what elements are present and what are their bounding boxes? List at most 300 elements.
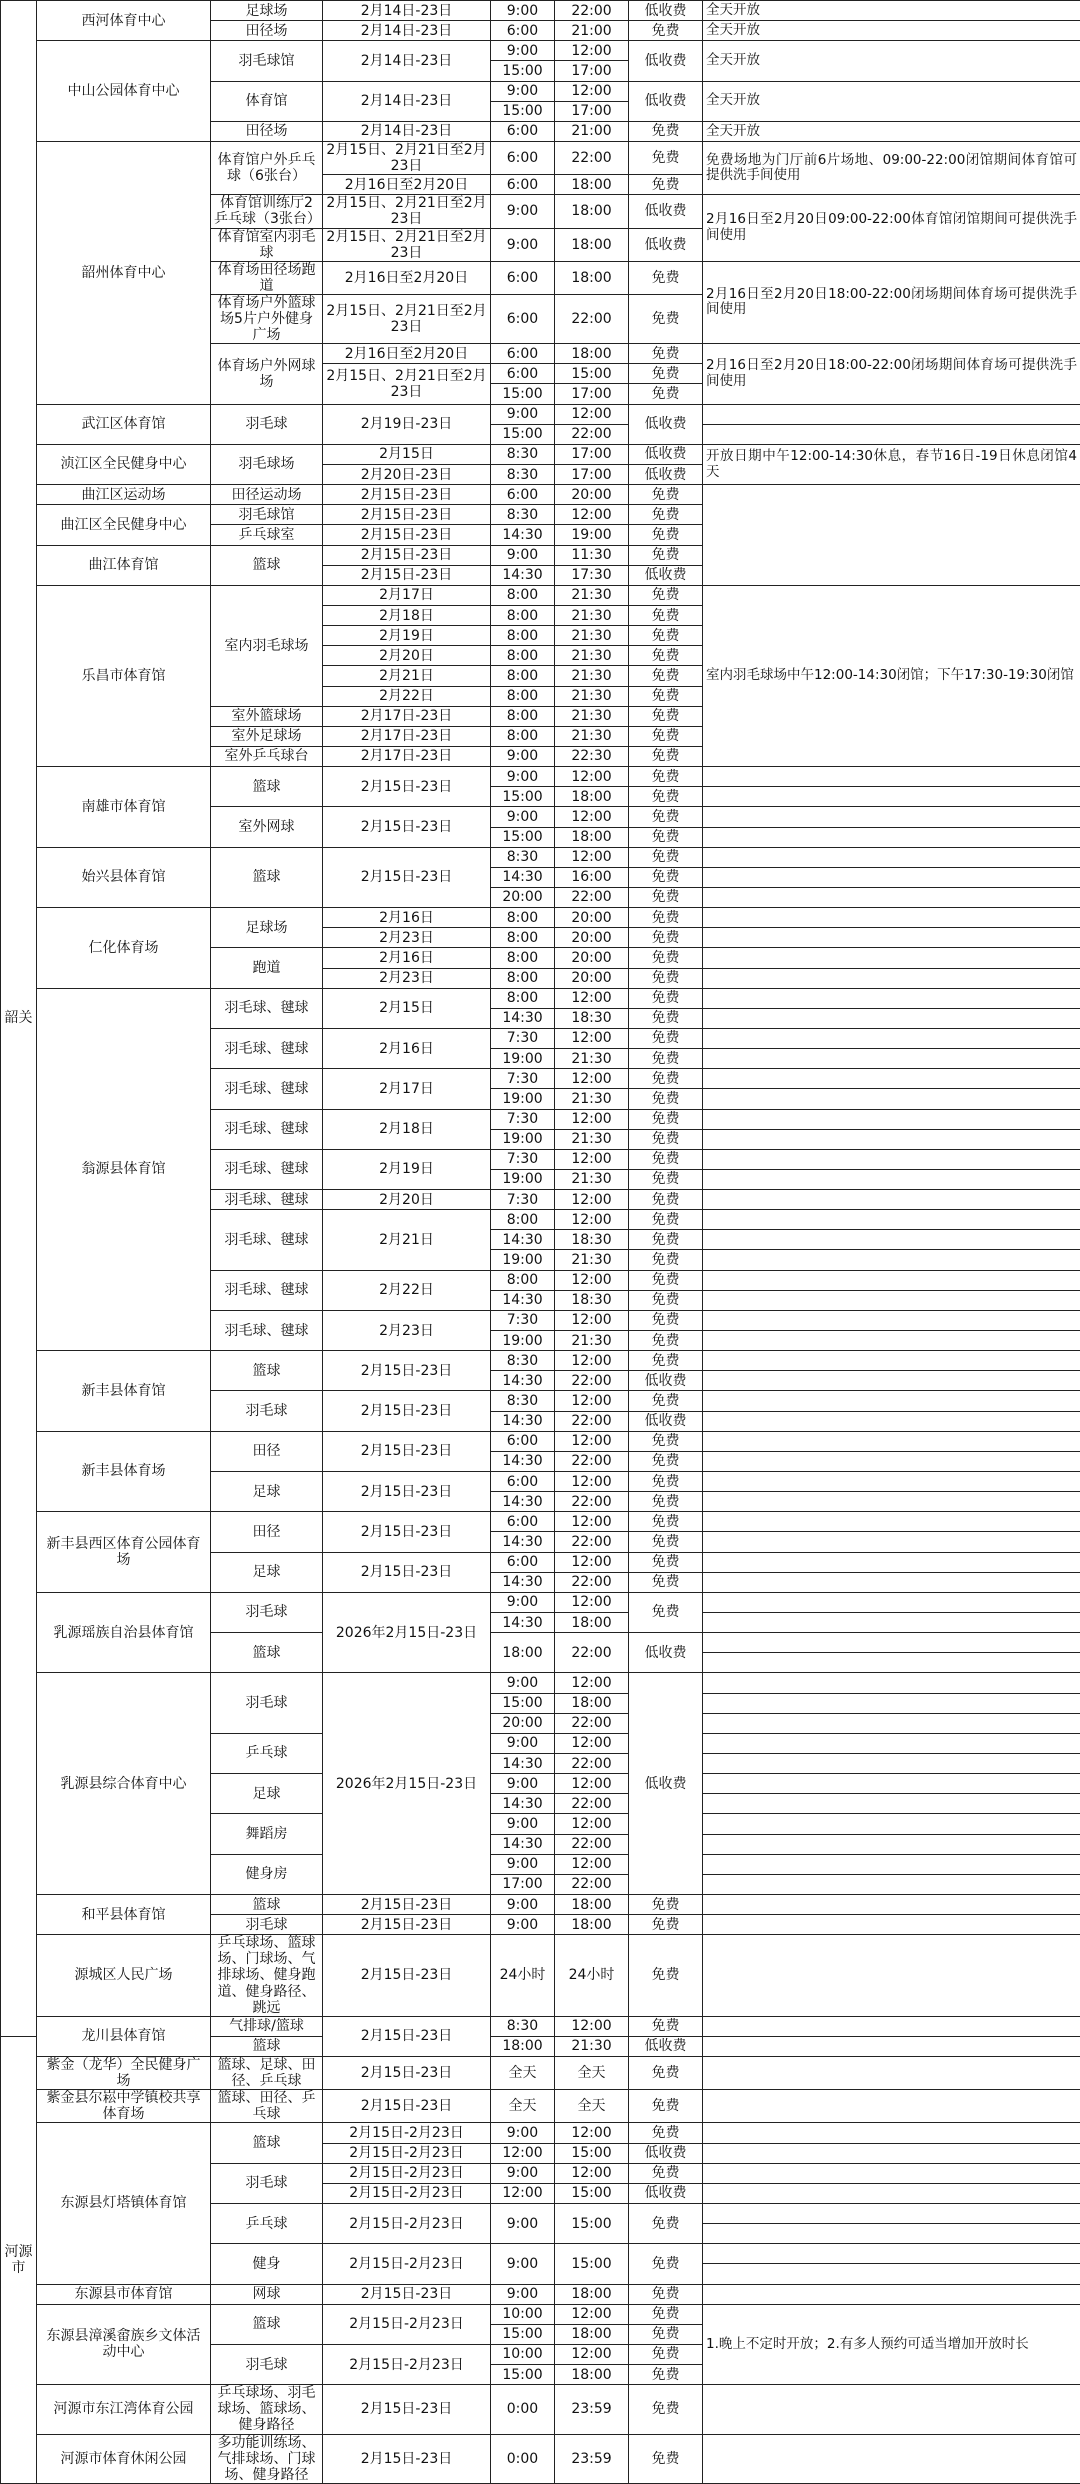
open-cell: 20:00 (491, 1713, 555, 1733)
table-row (1, 1894, 1080, 1914)
dates-cell: 2月15日-2月23日 (323, 2123, 491, 2143)
note-cell (703, 1854, 1080, 1874)
dates-cell: 2月15日 (323, 444, 491, 464)
open-cell: 20:00 (491, 887, 555, 907)
dates-cell: 2月15日-2月23日 (323, 2304, 491, 2344)
close-cell: 12:00 (555, 1472, 629, 1492)
table-row (1, 1935, 1080, 2016)
note-cell (703, 424, 1080, 444)
note-cell (703, 1169, 1080, 1189)
facility-cell: 羽毛球 (211, 1915, 323, 1935)
dates-cell: 2月15日-23日 (323, 807, 491, 847)
venue-cell: 韶州体育中心 (37, 141, 211, 404)
dates-cell: 2月15日-23日 (323, 847, 491, 907)
fee-cell: 免费 (629, 2434, 703, 2483)
table-row (1, 404, 1080, 424)
note-cell (703, 1391, 1080, 1411)
facility-cell: 羽毛球、毽球 (211, 1270, 323, 1310)
fee-cell: 低收费 (629, 228, 703, 261)
close-cell: 22:00 (555, 424, 629, 444)
note-cell (703, 1069, 1080, 1089)
fee-cell: 免费 (629, 928, 703, 948)
fee-cell: 免费 (629, 1129, 703, 1149)
open-cell: 15:00 (491, 787, 555, 807)
dates-cell: 2月15日-23日 (323, 485, 491, 505)
dates-cell: 2月15日、2月21日至2月23日 (323, 228, 491, 261)
open-cell: 8:30 (491, 1391, 555, 1411)
facility-cell: 健身房 (211, 1854, 323, 1894)
open-cell: 9:00 (491, 807, 555, 827)
close-cell: 22:00 (555, 1794, 629, 1814)
fee-cell: 免费 (629, 1290, 703, 1310)
close-cell: 21:30 (555, 726, 629, 746)
dates-cell: 2月15日-23日 (323, 2385, 491, 2434)
facility-cell: 篮球 (211, 1894, 323, 1914)
dates-cell: 2月14日-23日 (323, 21, 491, 41)
fee-cell: 免费 (629, 1008, 703, 1028)
note-cell (703, 1693, 1080, 1713)
open-cell: 15:00 (491, 384, 555, 404)
venue-cell: 新丰县体育场 (37, 1431, 211, 1512)
facility-cell: 体育场田径场跑道 (211, 261, 323, 294)
fee-cell: 免费 (629, 908, 703, 928)
open-cell: 15:00 (491, 424, 555, 444)
venue-cell: 始兴县体育馆 (37, 847, 211, 907)
close-cell: 17:00 (555, 101, 629, 121)
fee-cell: 免费 (629, 1894, 703, 1914)
open-cell: 9:00 (491, 1854, 555, 1874)
facility-cell: 羽毛球、毽球 (211, 1149, 323, 1189)
close-cell: 17:00 (555, 444, 629, 464)
facility-cell: 体育馆训练厅2乒乓球（3张台） (211, 195, 323, 228)
open-cell: 15:00 (491, 827, 555, 847)
close-cell: 21:30 (555, 686, 629, 706)
open-cell: 9:00 (491, 1733, 555, 1753)
facility-cell: 室外篮球场 (211, 706, 323, 726)
close-cell: 12:00 (555, 1854, 629, 1874)
fee-cell: 免费 (629, 767, 703, 787)
facility-cell: 羽毛球场 (211, 444, 323, 484)
dates-cell: 2月23日 (323, 1310, 491, 1350)
note-cell (703, 1371, 1080, 1391)
close-cell: 12:00 (555, 1028, 629, 1048)
close-cell: 12:00 (555, 767, 629, 787)
note-cell: 2月16日至2月20日18:00-22:00闭场期间体育场可提供洗手间使用 (703, 344, 1080, 404)
fee-cell: 免费 (629, 1915, 703, 1935)
table-row (1, 485, 1080, 505)
close-cell: 22:00 (555, 1371, 629, 1391)
open-cell: 9:00 (491, 1592, 555, 1612)
facility-cell: 田径运动场 (211, 485, 323, 505)
fee-cell: 免费 (629, 1230, 703, 1250)
note-cell (703, 1633, 1080, 1653)
fee-cell: 免费 (629, 2057, 703, 2090)
facility-cell: 篮球 (211, 2036, 323, 2056)
facility-cell: 乒乓球室 (211, 525, 323, 545)
open-cell: 18:00 (491, 1633, 555, 1673)
note-cell (703, 2284, 1080, 2304)
open-cell: 9:00 (491, 2123, 555, 2143)
open-cell: 9:00 (491, 2163, 555, 2183)
open-cell: 8:30 (491, 1351, 555, 1371)
fee-cell: 免费 (629, 384, 703, 404)
facility-cell: 乒乓球 (211, 1733, 323, 1773)
dates-cell: 2026年2月15日-23日 (323, 1592, 491, 1673)
open-cell: 6:00 (491, 1431, 555, 1451)
note-cell (703, 928, 1080, 948)
dates-cell: 2月15日-23日 (323, 525, 491, 545)
note-cell (703, 887, 1080, 907)
close-cell: 12:00 (555, 1814, 629, 1834)
note-cell (703, 1472, 1080, 1492)
open-cell: 6:00 (491, 1552, 555, 1572)
fee-cell: 免费 (629, 141, 703, 174)
note-cell (703, 1431, 1080, 1451)
close-cell: 18:30 (555, 1290, 629, 1310)
close-cell: 22:00 (555, 1451, 629, 1471)
note-cell (703, 485, 1080, 586)
open-cell: 9:00 (491, 767, 555, 787)
note-cell (703, 2123, 1080, 2143)
close-cell: 20:00 (555, 968, 629, 988)
open-cell: 8:00 (491, 626, 555, 646)
open-cell: 8:00 (491, 646, 555, 666)
dates-cell: 2月15日-23日 (323, 2284, 491, 2304)
venue-cell: 西河体育中心 (37, 1, 211, 41)
open-cell: 9:00 (491, 2244, 555, 2284)
close-cell: 21:30 (555, 626, 629, 646)
open-cell: 14:30 (491, 1794, 555, 1814)
dates-cell: 2月16日 (323, 1028, 491, 1068)
dates-cell: 2月21日 (323, 666, 491, 686)
venue-cell: 乐昌市体育馆 (37, 585, 211, 766)
fee-cell: 免费 (629, 525, 703, 545)
note-cell (703, 2163, 1080, 2183)
dates-cell: 2月14日-23日 (323, 81, 491, 121)
fee-cell: 免费 (629, 2090, 703, 2123)
note-cell (703, 2434, 1080, 2483)
table-row (1, 1431, 1080, 1451)
note-cell: 全天开放 (703, 1, 1080, 21)
close-cell: 21:30 (555, 666, 629, 686)
note-cell (703, 2183, 1080, 2203)
facility-cell: 羽毛球、毽球 (211, 1190, 323, 1210)
venue-cell: 中山公园体育中心 (37, 41, 211, 142)
open-cell: 14:30 (491, 1834, 555, 1854)
dates-cell: 2月22日 (323, 686, 491, 706)
fee-cell: 免费 (629, 686, 703, 706)
dates-cell: 2月17日 (323, 585, 491, 605)
facility-cell: 羽毛球、毽球 (211, 1109, 323, 1149)
open-cell: 7:30 (491, 1190, 555, 1210)
dates-cell: 2月16日至2月20日 (323, 344, 491, 364)
open-cell: 6:00 (491, 294, 555, 343)
open-cell: 6:00 (491, 261, 555, 294)
venue-cell: 新丰县西区体育公园体育场 (37, 1512, 211, 1593)
close-cell: 12:00 (555, 1391, 629, 1411)
fee-cell: 低收费 (629, 81, 703, 121)
fee-cell: 免费 (629, 294, 703, 343)
open-cell: 8:00 (491, 948, 555, 968)
close-cell: 12:00 (555, 2016, 629, 2036)
facility-cell: 网球 (211, 2284, 323, 2304)
dates-cell: 2月15日-23日 (323, 545, 491, 565)
fee-cell: 免费 (629, 1391, 703, 1411)
note-cell (703, 2264, 1080, 2284)
note-cell (703, 1673, 1080, 1693)
close-cell: 15:00 (555, 2183, 629, 2203)
dates-cell: 2月14日-23日 (323, 1, 491, 21)
facility-cell: 田径 (211, 1512, 323, 1552)
fee-cell: 免费 (629, 1592, 703, 1632)
close-cell: 12:00 (555, 1673, 629, 1693)
facility-cell: 羽毛球、毽球 (211, 1069, 323, 1109)
note-cell (703, 1814, 1080, 1834)
table-row (1, 1512, 1080, 1532)
note-cell (703, 1915, 1080, 1935)
close-cell: 18:00 (555, 1613, 629, 1633)
fee-cell: 免费 (629, 261, 703, 294)
open-cell: 6:00 (491, 364, 555, 384)
note-cell (703, 787, 1080, 807)
facility-cell: 舞蹈房 (211, 1814, 323, 1854)
open-cell: 9:00 (491, 746, 555, 766)
venue-cell: 乳源县综合体育中心 (37, 1673, 211, 1895)
open-cell: 8:00 (491, 706, 555, 726)
facility-cell: 羽毛球、毽球 (211, 1028, 323, 1068)
dates-cell: 2月18日 (323, 605, 491, 625)
close-cell: 20:00 (555, 485, 629, 505)
fee-cell: 免费 (629, 948, 703, 968)
close-cell: 21:30 (555, 605, 629, 625)
facility-cell: 篮球 (211, 1633, 323, 1673)
fee-cell: 免费 (629, 2244, 703, 2284)
note-cell (703, 2090, 1080, 2123)
dates-cell: 2月15日-2月23日 (323, 2183, 491, 2203)
close-cell: 17:00 (555, 384, 629, 404)
dates-cell: 2月17日-23日 (323, 706, 491, 726)
dates-cell: 2026年2月15日-23日 (323, 1673, 491, 1895)
venue-cell: 曲江区全民健身中心 (37, 505, 211, 545)
close-cell: 21:30 (555, 1331, 629, 1351)
open-cell: 8:30 (491, 444, 555, 464)
close-cell: 21:00 (555, 121, 629, 141)
note-cell (703, 404, 1080, 424)
close-cell: 22:00 (555, 1834, 629, 1854)
note-cell (703, 867, 1080, 887)
open-cell: 15:00 (491, 2324, 555, 2344)
note-cell (703, 1270, 1080, 1290)
close-cell: 22:00 (555, 1572, 629, 1592)
venue-cell: 曲江体育馆 (37, 545, 211, 585)
open-cell: 19:00 (491, 1250, 555, 1270)
venue-cell: 仁化体育场 (37, 908, 211, 989)
facility-cell: 气排球/篮球 (211, 2016, 323, 2036)
fee-cell: 低收费 (629, 1673, 703, 1895)
open-cell: 12:00 (491, 2143, 555, 2163)
open-cell: 14:30 (491, 1371, 555, 1391)
table-row (1, 908, 1080, 928)
close-cell: 18:00 (555, 1693, 629, 1713)
open-cell: 15:00 (491, 1693, 555, 1713)
fee-cell: 免费 (629, 1492, 703, 1512)
facility-cell: 体育馆户外乒乓球（6张台） (211, 141, 323, 194)
open-cell: 19:00 (491, 1049, 555, 1069)
table-row (1, 585, 1080, 605)
dates-cell: 2月23日 (323, 968, 491, 988)
close-cell: 22:00 (555, 1492, 629, 1512)
open-cell: 10:00 (491, 2344, 555, 2364)
facility-cell: 篮球 (211, 2304, 323, 2344)
facility-cell: 羽毛球 (211, 1391, 323, 1431)
fee-cell: 免费 (629, 646, 703, 666)
dates-cell: 2月15日-23日 (323, 2057, 491, 2090)
table-row (1, 1351, 1080, 1371)
close-cell: 12:00 (555, 1210, 629, 1230)
note-cell (703, 767, 1080, 787)
close-cell: 18:00 (555, 1915, 629, 1935)
fee-cell: 低收费 (629, 565, 703, 585)
dates-cell: 2月15日、2月21日至2月23日 (323, 195, 491, 228)
dates-cell: 2月15日-23日 (323, 2016, 491, 2056)
dates-cell: 2月15日-23日 (323, 2090, 491, 2123)
close-cell: 18:00 (555, 787, 629, 807)
close-cell: 21:30 (555, 706, 629, 726)
note-cell (703, 847, 1080, 867)
close-cell: 18:00 (555, 261, 629, 294)
table-row (1, 2304, 1080, 2324)
note-cell (703, 1250, 1080, 1270)
fee-cell: 免费 (629, 1532, 703, 1552)
fee-cell: 免费 (629, 175, 703, 195)
fee-cell: 低收费 (629, 1, 703, 21)
table-row (1, 2057, 1080, 2090)
fee-cell: 免费 (629, 344, 703, 364)
fee-cell: 免费 (629, 505, 703, 525)
open-cell: 9:00 (491, 1774, 555, 1794)
note-cell (703, 1351, 1080, 1371)
facility-cell: 足球场 (211, 908, 323, 948)
venue-cell: 曲江区运动场 (37, 485, 211, 505)
note-cell: 开放日期中午12:00-14:30休息，春节16日-19日休息闭馆4天 (703, 444, 1080, 484)
note-cell: 全天开放 (703, 21, 1080, 41)
note-cell (703, 1230, 1080, 1250)
dates-cell: 2月15日-23日 (323, 767, 491, 807)
note-cell (703, 2244, 1080, 2264)
note-cell (703, 1834, 1080, 1854)
close-cell: 12:00 (555, 2344, 629, 2364)
note-cell (703, 1613, 1080, 1633)
close-cell: 11:30 (555, 545, 629, 565)
fee-cell: 免费 (629, 867, 703, 887)
close-cell: 15:00 (555, 364, 629, 384)
note-cell: 免费场地为门厅前6片场地、09:00-22:00闭馆期间体育馆可提供洗手间使用 (703, 141, 1080, 194)
dates-cell: 2月20日-23日 (323, 465, 491, 485)
close-cell: 18:00 (555, 344, 629, 364)
close-cell: 23:59 (555, 2434, 629, 2483)
dates-cell: 2月15日-2月23日 (323, 2163, 491, 2183)
open-cell: 14:30 (491, 867, 555, 887)
fee-cell: 免费 (629, 1270, 703, 1290)
close-cell: 21:00 (555, 21, 629, 41)
open-cell: 17:00 (491, 1874, 555, 1894)
fee-cell: 免费 (629, 1512, 703, 1532)
close-cell: 12:00 (555, 988, 629, 1008)
note-cell (703, 1149, 1080, 1169)
close-cell: 12:00 (555, 1310, 629, 1330)
note-cell (703, 827, 1080, 847)
close-cell: 18:00 (555, 195, 629, 228)
note-cell (703, 2036, 1080, 2056)
close-cell: 12:00 (555, 1431, 629, 1451)
facility-cell: 羽毛球馆 (211, 505, 323, 525)
close-cell: 23:59 (555, 2385, 629, 2434)
open-cell: 6:00 (491, 1472, 555, 1492)
dates-cell: 2月15日-23日 (323, 1894, 491, 1914)
note-cell (703, 1713, 1080, 1733)
note-cell (703, 1592, 1080, 1612)
note-cell (703, 1794, 1080, 1814)
open-cell: 9:00 (491, 1, 555, 21)
dates-cell: 2月20日 (323, 646, 491, 666)
fee-cell: 免费 (629, 2016, 703, 2036)
fee-cell: 免费 (629, 787, 703, 807)
dates-cell: 2月15日 (323, 988, 491, 1028)
fee-cell: 低收费 (629, 1633, 703, 1673)
facility-cell: 羽毛球馆 (211, 41, 323, 81)
note-cell (703, 988, 1080, 1008)
fee-cell: 免费 (629, 2344, 703, 2364)
fee-cell: 免费 (629, 746, 703, 766)
open-cell: 9:00 (491, 404, 555, 424)
close-cell: 21:30 (555, 2036, 629, 2056)
facility-cell: 羽毛球 (211, 2163, 323, 2203)
note-cell: 2月16日至2月20日18:00-22:00闭场期间体育场可提供洗手间使用 (703, 261, 1080, 343)
open-cell: 14:30 (491, 1492, 555, 1512)
venue-cell: 紫金县尔崧中学镇校共享体育场 (37, 2090, 211, 2123)
facility-cell: 足球场 (211, 1, 323, 21)
facility-cell: 体育场户外网球场 (211, 344, 323, 404)
open-cell: 9:00 (491, 1814, 555, 1834)
open-cell: 0:00 (491, 2434, 555, 2483)
dates-cell: 2月15日、2月21日至2月23日 (323, 141, 491, 174)
venue-cell: 和平县体育馆 (37, 1894, 211, 1934)
facility-cell: 乒乓球场、羽毛球场、篮球场、健身路径 (211, 2385, 323, 2434)
facility-cell: 体育馆室内羽毛球 (211, 228, 323, 261)
note-cell (703, 2224, 1080, 2244)
note-cell (703, 1492, 1080, 1512)
note-cell (703, 1754, 1080, 1774)
close-cell: 22:00 (555, 141, 629, 174)
close-cell: 22:00 (555, 1713, 629, 1733)
venue-cell: 东源县市体育馆 (37, 2284, 211, 2304)
dates-cell: 2月15日-23日 (323, 1552, 491, 1592)
note-cell (703, 1190, 1080, 1210)
facility-cell: 羽毛球、毽球 (211, 988, 323, 1028)
dates-cell: 2月19日 (323, 626, 491, 646)
open-cell: 14:30 (491, 1411, 555, 1431)
open-cell: 14:30 (491, 1230, 555, 1250)
close-cell: 12:00 (555, 1069, 629, 1089)
close-cell: 20:00 (555, 928, 629, 948)
facility-cell: 跑道 (211, 948, 323, 988)
close-cell: 18:30 (555, 1008, 629, 1028)
fee-cell: 免费 (629, 1572, 703, 1592)
fee-cell: 免费 (629, 807, 703, 827)
venue-cell: 浈江区全民健身中心 (37, 444, 211, 484)
fee-cell: 免费 (629, 988, 703, 1008)
dates-cell: 2月15日-23日 (323, 2434, 491, 2483)
